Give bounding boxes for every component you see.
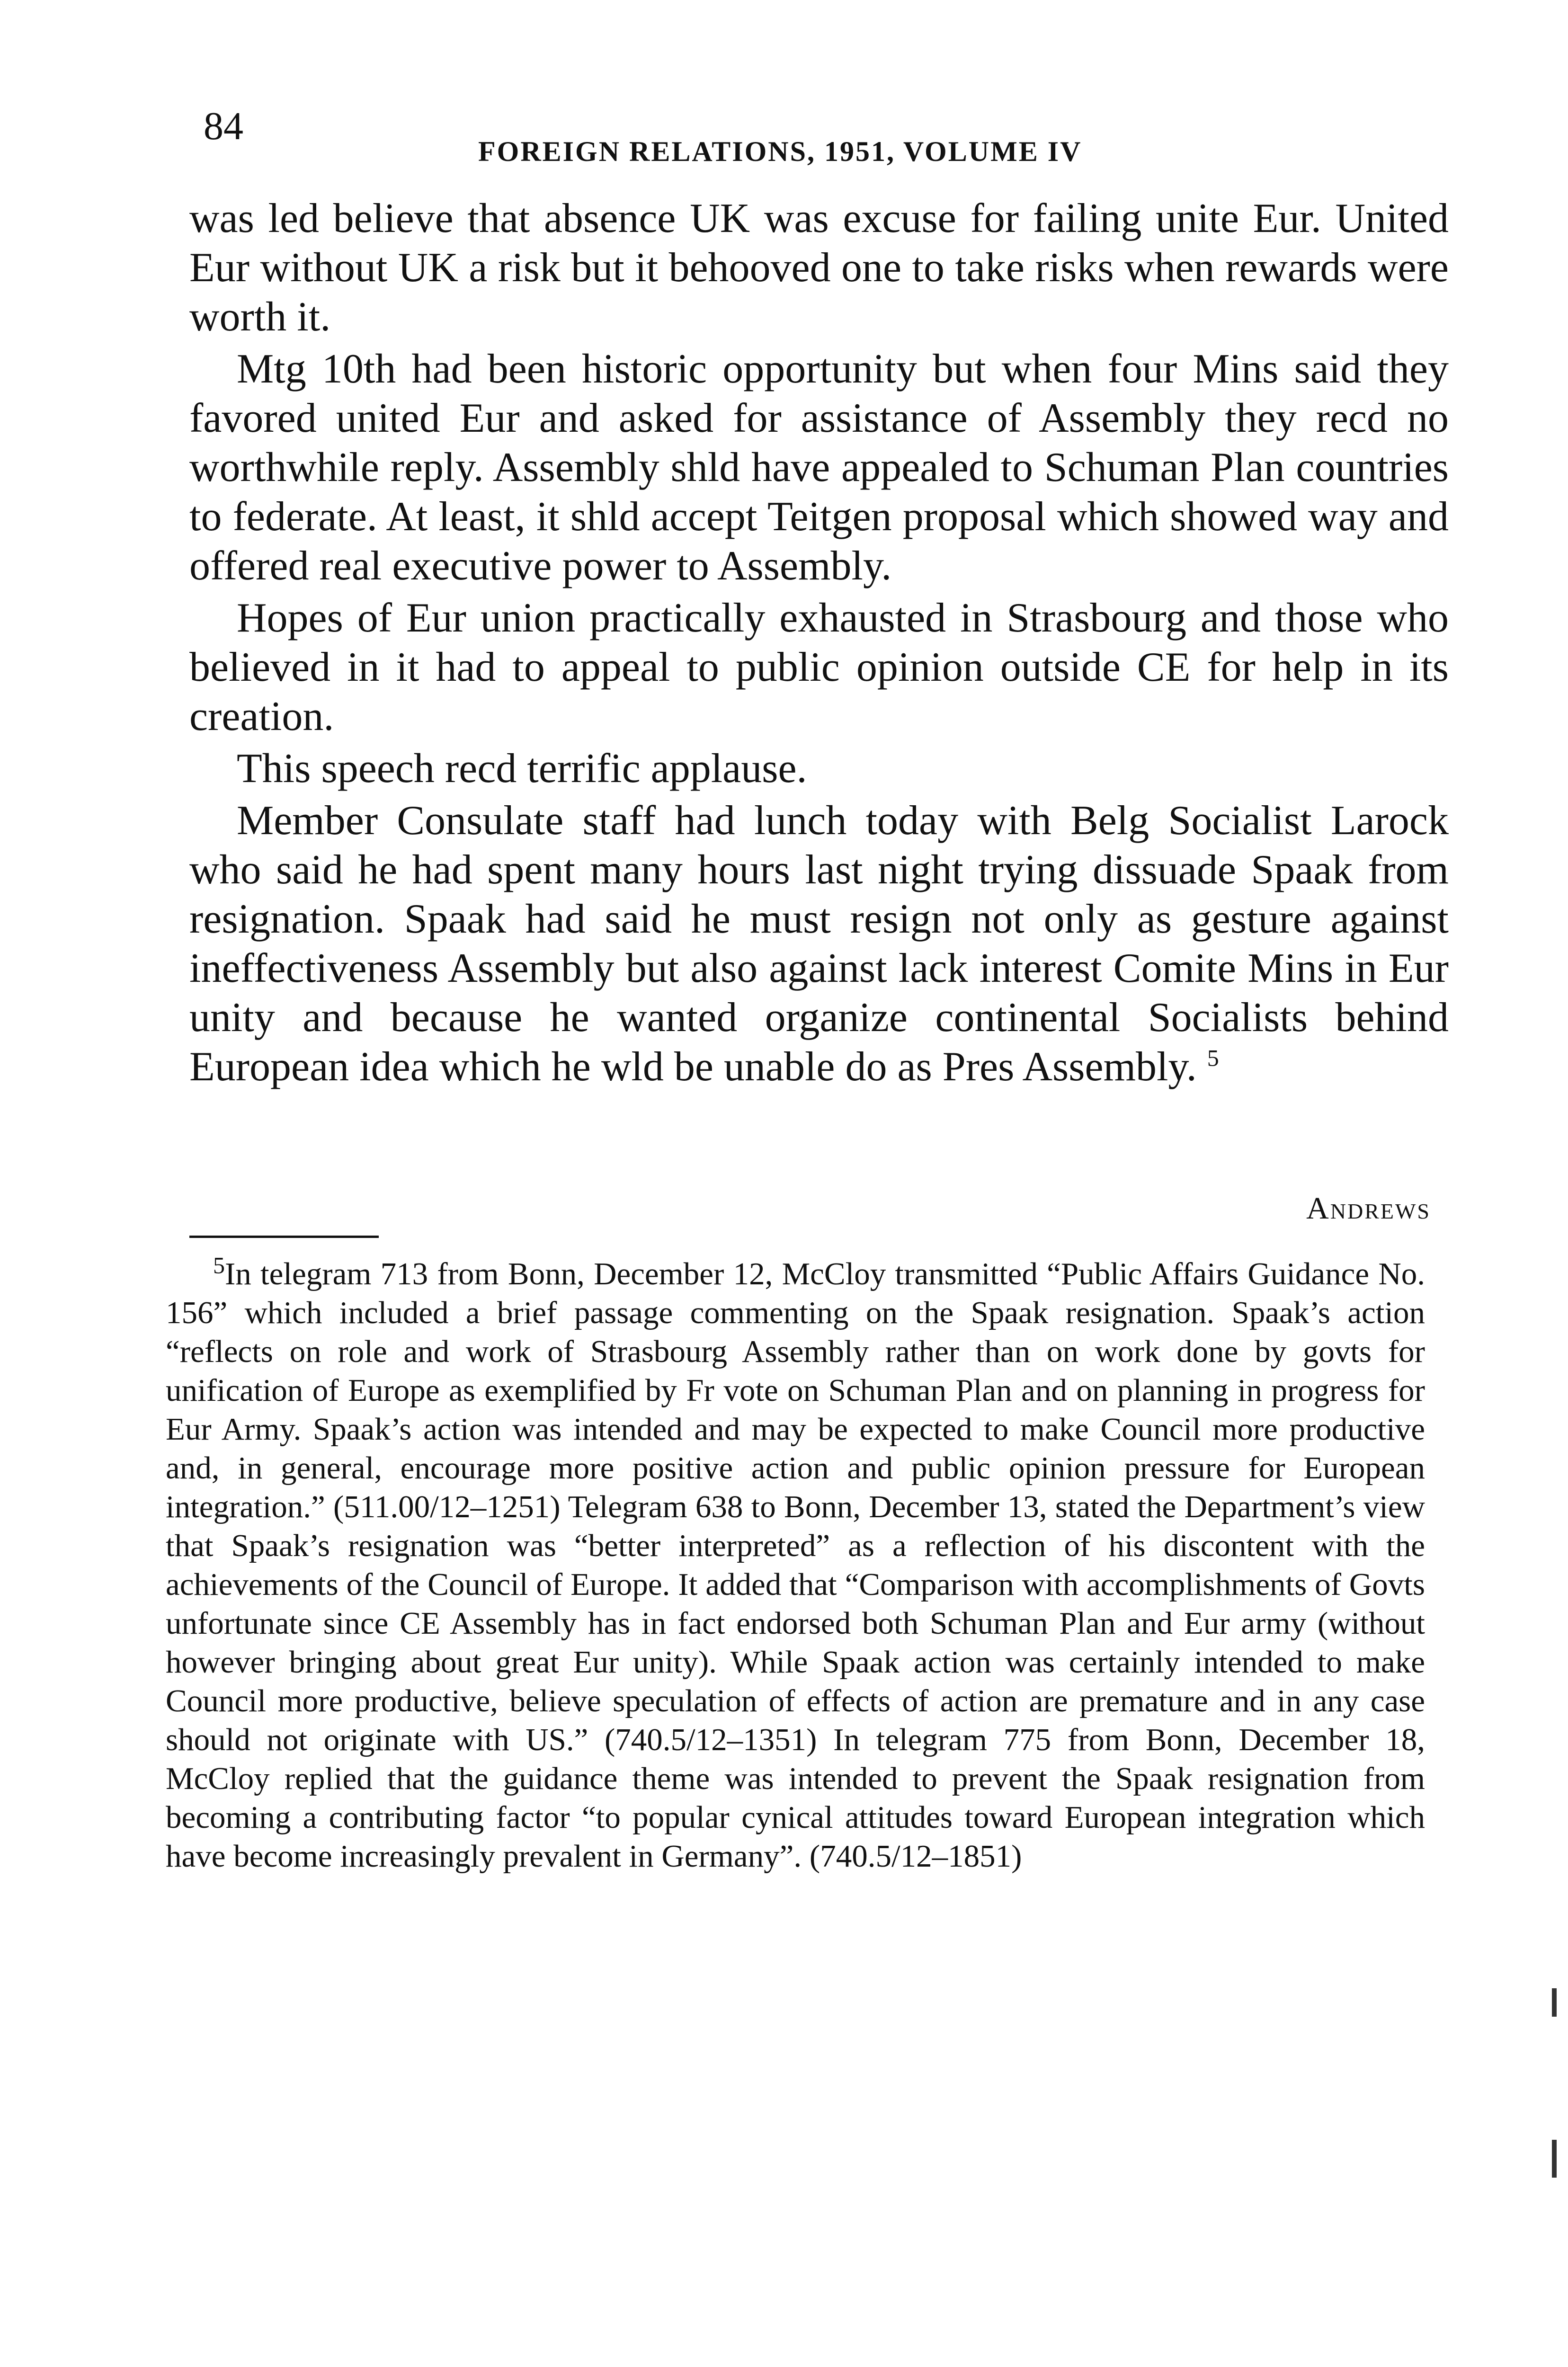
- footnote-marker: 5: [213, 1252, 225, 1279]
- paragraph-continued: was led believe that absence UK was excuse for failing unite Eur. United Eur without UK a risk but it behooved one to take risks when rewards were worth it.: [189, 196, 1449, 340]
- scan-edge-mark: [1552, 2140, 1557, 2178]
- scan-edge-mark: [1552, 1988, 1557, 2017]
- paragraph-mtg-10th: Mtg 10th had been historic opportunity but when four Mins said they favored united Eur and asked for assistance of Assembly they recd no worthwhile reply. Assembly shld have appealed to Schuman Plan countries to federate. At least, it shld accept Teitgen proposal which showed way and offered real executive power to Assembly.: [189, 346, 1449, 589]
- page-number: 84: [204, 104, 243, 148]
- running-head: FOREIGN RELATIONS, 1951, VOLUME IV: [478, 136, 1082, 167]
- paragraph-applause: This speech recd terrific applause.: [237, 746, 807, 792]
- footnote-reference: 5: [1207, 1044, 1219, 1071]
- body-text: [189, 194, 1449, 1095]
- footnote-divider: [189, 1236, 379, 1238]
- footnote: [166, 1252, 1425, 1876]
- paragraph-consulate-lunch: [189, 796, 1449, 1092]
- footnote-text: In telegram 713 from Bonn, December 12, McCloy transmitted “Public Affairs Guidance No. 156” which included a brief passage commenting on the Spaak resignation. Spaak’s action “reflects on role and work of Strasbourg Assembly rather than on work done by govts for unification of Europe as exemplified by Fr vote on Schuman Plan and on planning in progress for Eur Army. Spaak’s action was intended and may be expected to make Council more productive and, in general, encourage more positive action and public opinion pressure for European integration.” (511.00/12–1251) Telegram 638 to Bonn, December 13, stated the Department’s view that Spaak’s resignation was “better interpreted” as a reflection of his discontent with the achievements of the Council of Europe. It added that “Comparison with accomplishments of Govts unfortunate since CE Assembly has in fact endorsed both Schuman Plan and Eur army (without however bringing about great Eur unity). While Spaak action was certainly intended to make Council more productive, believe speculation of effects of action are premature and in any case should not originate with US.” (740.5/12–1351) In telegram 775 from Bonn, December 18, McCloy replied that the guidance theme was intended to prevent the Spaak resignation from becoming a contributing factor “to popular cynical attitudes toward European integration which have become increasingly prevalent in Germany”. (740.5/12–1851): [166, 1256, 1425, 1874]
- paragraph-hopes-eur-union: Hopes of Eur union practically exhausted in Strasbourg and those who believed in it had to appeal to public opinion outside CE for help in its creation.: [189, 595, 1449, 739]
- signature: Andrews: [1306, 1191, 1431, 1226]
- paragraph-consulate-lunch-text: Member Consulate staff had lunch today with Belg Socialist Larock who said he had spent many hours last night trying dissuade Spaak from resignation. Spaak had said he must resign not only as gesture against ineffectiveness Assembly but also against lack interest Comite Mins in Eur unity and because he wanted organize continental Socialists behind European idea which he wld be unable do as Pres Assembly.: [189, 798, 1449, 1090]
